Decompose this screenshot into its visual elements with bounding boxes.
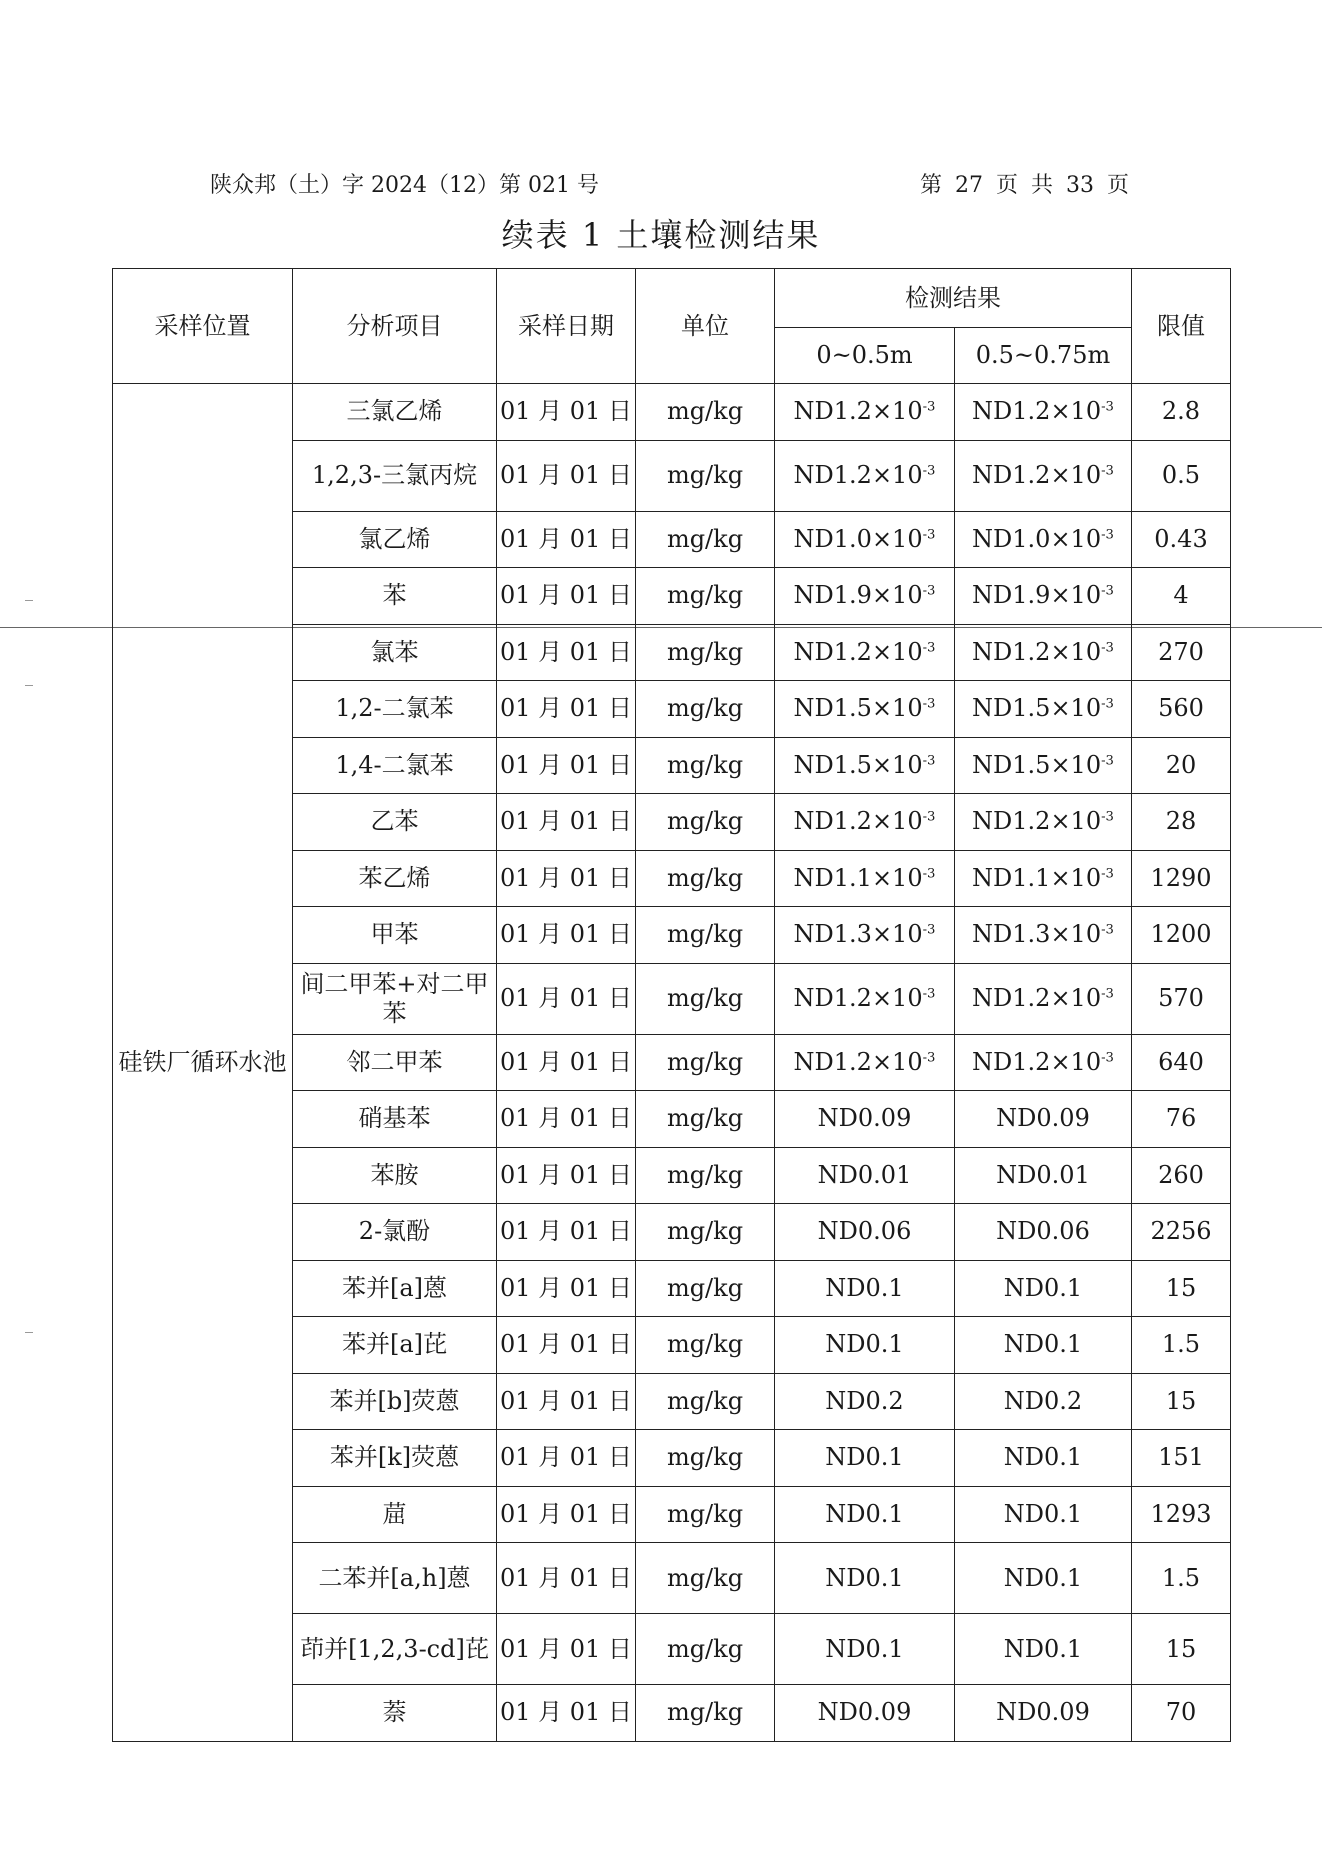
unit-cell: mg/kg (636, 1091, 775, 1148)
result-depth-1 (775, 511, 955, 568)
result-exponent: -3 (1101, 399, 1114, 415)
analysis-item: 甲苯 (293, 907, 497, 964)
unit-cell: mg/kg (636, 1373, 775, 1430)
result-exponent: -3 (1101, 866, 1114, 882)
result-depth-2 (955, 1204, 1132, 1261)
sampling-date: 01 月 01 日 (497, 1091, 636, 1148)
unit-cell: mg/kg (636, 681, 775, 738)
unit-cell: mg/kg (636, 1204, 775, 1261)
result-depth-2 (955, 681, 1132, 738)
result-value: ND1.2×10 (972, 637, 1102, 666)
sampling-date: 01 月 01 日 (497, 1430, 636, 1487)
sampling-date: 01 月 01 日 (497, 963, 636, 1034)
limit-value: 560 (1132, 681, 1231, 738)
result-value: ND0.1 (1003, 1443, 1083, 1472)
result-value: ND1.2×10 (972, 461, 1102, 490)
result-exponent: -3 (1101, 922, 1114, 938)
result-exponent: -3 (1101, 463, 1114, 479)
unit-cell: mg/kg (636, 1147, 775, 1204)
limit-value: 70 (1132, 1685, 1231, 1742)
result-depth-1 (775, 1373, 955, 1430)
analysis-item: 苯并[a]芘 (293, 1317, 497, 1374)
result-depth-2 (955, 1685, 1132, 1742)
result-exponent: -3 (1101, 986, 1114, 1002)
result-depth-1 (775, 1034, 955, 1091)
result-value: ND0.2 (1003, 1386, 1083, 1415)
result-value: ND1.9×10 (972, 581, 1102, 610)
result-value: ND1.2×10 (793, 461, 923, 490)
result-depth-1 (775, 1317, 955, 1374)
result-exponent: -3 (922, 809, 936, 825)
result-exponent: -3 (1101, 753, 1114, 769)
result-depth-1 (775, 1614, 955, 1685)
result-value: ND1.9×10 (793, 581, 923, 610)
sampling-date: 01 月 01 日 (497, 1260, 636, 1317)
result-exponent: -3 (922, 986, 936, 1002)
unit-cell: mg/kg (636, 568, 775, 625)
result-depth-1 (775, 907, 955, 964)
unit-cell: mg/kg (636, 850, 775, 907)
result-depth-2 (955, 850, 1132, 907)
unit-cell: mg/kg (636, 737, 775, 794)
result-exponent: -3 (1101, 696, 1114, 712)
unit-cell: mg/kg (636, 1614, 775, 1685)
header-depth-1: 0~0.5m (775, 328, 955, 384)
result-value: ND1.1×10 (972, 863, 1102, 892)
header-limit: 限值 (1132, 269, 1231, 384)
limit-value: 0.43 (1132, 511, 1231, 568)
unit-cell: mg/kg (636, 1317, 775, 1374)
header-row (113, 269, 1231, 328)
limit-value: 1.5 (1132, 1317, 1231, 1374)
scan-speck (25, 1332, 33, 1333)
result-depth-2 (955, 1147, 1132, 1204)
result-value: ND0.1 (825, 1563, 904, 1592)
analysis-item: 2-氯酚 (293, 1204, 497, 1261)
result-value: ND0.09 (996, 1104, 1090, 1133)
limit-value: 76 (1132, 1091, 1231, 1148)
analysis-item: 萘 (293, 1685, 497, 1742)
result-exponent: -3 (922, 922, 936, 938)
sampling-location: 硅铁厂循环水池 (113, 384, 293, 1742)
result-exponent: -3 (1101, 809, 1114, 825)
sampling-date: 01 月 01 日 (497, 794, 636, 851)
result-value: ND0.1 (1003, 1273, 1083, 1302)
analysis-item: 乙苯 (293, 794, 497, 851)
sampling-date: 01 月 01 日 (497, 384, 636, 441)
header-location: 采样位置 (113, 269, 293, 384)
limit-value: 270 (1132, 624, 1231, 681)
limit-value: 28 (1132, 794, 1231, 851)
analysis-item: 茚并[1,2,3-cd]芘 (293, 1614, 497, 1685)
unit-cell: mg/kg (636, 907, 775, 964)
header-item: 分析项目 (293, 269, 497, 384)
header-depth-2: 0.5~0.75m (955, 328, 1132, 384)
analysis-item: 1,4-二氯苯 (293, 737, 497, 794)
sampling-date: 01 月 01 日 (497, 1614, 636, 1685)
sampling-date: 01 月 01 日 (497, 511, 636, 568)
analysis-item: 硝基苯 (293, 1091, 497, 1148)
unit-cell: mg/kg (636, 440, 775, 511)
result-depth-1 (775, 1147, 955, 1204)
result-depth-1 (775, 681, 955, 738)
sampling-date: 01 月 01 日 (497, 1034, 636, 1091)
limit-value: 1290 (1132, 850, 1231, 907)
result-depth-2 (955, 440, 1132, 511)
result-depth-2 (955, 907, 1132, 964)
result-depth-1 (775, 624, 955, 681)
analysis-item: 氯乙烯 (293, 511, 497, 568)
result-value: ND1.5×10 (793, 750, 923, 779)
unit-cell: mg/kg (636, 963, 775, 1034)
result-depth-1 (775, 850, 955, 907)
unit-cell: mg/kg (636, 1685, 775, 1742)
limit-value: 20 (1132, 737, 1231, 794)
result-value: ND0.01 (996, 1160, 1090, 1189)
result-value: ND0.09 (817, 1698, 912, 1727)
result-depth-2 (955, 511, 1132, 568)
analysis-item: 1,2,3-三氯丙烷 (293, 440, 497, 511)
soil-results-table (112, 268, 1231, 1742)
result-exponent: -3 (1101, 640, 1114, 656)
result-depth-1 (775, 1486, 955, 1543)
analysis-item: 苯 (293, 568, 497, 625)
result-value: ND1.0×10 (793, 524, 923, 553)
limit-value: 15 (1132, 1614, 1231, 1685)
result-value: ND0.1 (825, 1499, 904, 1528)
sampling-date: 01 月 01 日 (497, 568, 636, 625)
result-depth-2 (955, 794, 1132, 851)
sampling-date: 01 月 01 日 (497, 1204, 636, 1261)
scan-speck (25, 600, 33, 601)
result-depth-2 (955, 384, 1132, 441)
limit-value: 2.8 (1132, 384, 1231, 441)
result-depth-2 (955, 963, 1132, 1034)
result-value: ND0.1 (1003, 1634, 1083, 1663)
result-depth-2 (955, 737, 1132, 794)
result-value: ND1.2×10 (972, 807, 1102, 836)
sampling-date: 01 月 01 日 (497, 681, 636, 738)
result-value: ND0.1 (1003, 1563, 1083, 1592)
analysis-item: 苯胺 (293, 1147, 497, 1204)
result-value: ND1.2×10 (972, 397, 1102, 426)
limit-value: 15 (1132, 1260, 1231, 1317)
unit-cell: mg/kg (636, 1260, 775, 1317)
result-depth-2 (955, 1034, 1132, 1091)
limit-value: 15 (1132, 1373, 1231, 1430)
sampling-date: 01 月 01 日 (497, 850, 636, 907)
analysis-item: 三氯乙烯 (293, 384, 497, 441)
result-value: ND1.2×10 (972, 984, 1102, 1013)
analysis-item: 1,2-二氯苯 (293, 681, 497, 738)
result-depth-1 (775, 1260, 955, 1317)
analysis-item: 苯并[k]荧蒽 (293, 1430, 497, 1487)
analysis-item: 氯苯 (293, 624, 497, 681)
sampling-date: 01 月 01 日 (497, 1317, 636, 1374)
result-value: ND1.2×10 (793, 1047, 923, 1076)
result-depth-1 (775, 1543, 955, 1614)
result-value: ND1.5×10 (793, 694, 923, 723)
limit-value: 4 (1132, 568, 1231, 625)
analysis-item: 苯乙烯 (293, 850, 497, 907)
sampling-date: 01 月 01 日 (497, 440, 636, 511)
header-unit: 单位 (636, 269, 775, 384)
limit-value: 1200 (1132, 907, 1231, 964)
sampling-date: 01 月 01 日 (497, 1685, 636, 1742)
result-exponent: -3 (922, 640, 936, 656)
analysis-item: 䓛 (293, 1486, 497, 1543)
result-depth-1 (775, 440, 955, 511)
result-depth-2 (955, 1614, 1132, 1685)
result-depth-2 (955, 1091, 1132, 1148)
scan-speck (25, 685, 33, 686)
result-depth-2 (955, 1260, 1132, 1317)
unit-cell: mg/kg (636, 1430, 775, 1487)
result-depth-1 (775, 1685, 955, 1742)
limit-value: 2256 (1132, 1204, 1231, 1261)
result-depth-2 (955, 1486, 1132, 1543)
sampling-date: 01 月 01 日 (497, 737, 636, 794)
sampling-date: 01 月 01 日 (497, 1543, 636, 1614)
table-row (113, 384, 1231, 441)
result-depth-1 (775, 1091, 955, 1148)
unit-cell: mg/kg (636, 794, 775, 851)
limit-value: 260 (1132, 1147, 1231, 1204)
limit-value: 640 (1132, 1034, 1231, 1091)
result-exponent: -3 (922, 866, 936, 882)
result-depth-1 (775, 568, 955, 625)
result-exponent: -3 (922, 753, 936, 769)
result-value: ND1.1×10 (793, 863, 923, 892)
result-value: ND1.0×10 (972, 524, 1102, 553)
limit-value: 570 (1132, 963, 1231, 1034)
result-value: ND1.2×10 (793, 984, 923, 1013)
result-depth-2 (955, 1543, 1132, 1614)
sampling-date: 01 月 01 日 (497, 624, 636, 681)
sampling-date: 01 月 01 日 (497, 907, 636, 964)
unit-cell: mg/kg (636, 1034, 775, 1091)
result-depth-1 (775, 1204, 955, 1261)
result-value: ND1.5×10 (972, 750, 1102, 779)
analysis-item: 间二甲苯+对二甲苯 (293, 963, 497, 1034)
limit-value: 151 (1132, 1430, 1231, 1487)
unit-cell: mg/kg (636, 1543, 775, 1614)
result-exponent: -3 (1101, 583, 1114, 599)
analysis-item: 苯并[a]蒽 (293, 1260, 497, 1317)
analysis-item: 苯并[b]荧蒽 (293, 1373, 497, 1430)
header-date: 采样日期 (497, 269, 636, 384)
result-depth-1 (775, 384, 955, 441)
result-depth-2 (955, 1373, 1132, 1430)
analysis-item: 邻二甲苯 (293, 1034, 497, 1091)
result-value: ND0.09 (996, 1698, 1090, 1727)
result-value: ND0.1 (825, 1330, 904, 1359)
result-depth-2 (955, 1317, 1132, 1374)
result-depth-1 (775, 794, 955, 851)
result-depth-2 (955, 1430, 1132, 1487)
result-depth-1 (775, 737, 955, 794)
table-title: 续表 1 土壤检测结果 (501, 216, 821, 254)
result-value: ND0.01 (817, 1160, 912, 1189)
result-exponent: -3 (922, 583, 936, 599)
result-value: ND0.1 (825, 1443, 904, 1472)
unit-cell: mg/kg (636, 624, 775, 681)
result-exponent: -3 (922, 527, 936, 543)
unit-cell: mg/kg (636, 511, 775, 568)
result-depth-2 (955, 568, 1132, 625)
result-depth-2 (955, 624, 1132, 681)
result-exponent: -3 (1101, 1050, 1114, 1066)
result-exponent: -3 (922, 399, 936, 415)
result-exponent: -3 (1101, 527, 1114, 543)
result-value: ND0.1 (825, 1634, 904, 1663)
result-value: ND0.1 (1003, 1330, 1083, 1359)
result-exponent: -3 (922, 1050, 936, 1066)
page-number: 第 27 页 共 33 页 (920, 173, 1129, 198)
header-results: 检测结果 (775, 269, 1132, 328)
result-value: ND1.2×10 (972, 1047, 1102, 1076)
result-value: ND0.1 (825, 1273, 904, 1302)
limit-value: 1293 (1132, 1486, 1231, 1543)
result-exponent: -3 (922, 463, 936, 479)
result-value: ND1.3×10 (972, 920, 1102, 949)
analysis-item: 二苯并[a,h]蒽 (293, 1543, 497, 1614)
result-value: ND1.5×10 (972, 694, 1102, 723)
result-value: ND0.1 (1003, 1499, 1083, 1528)
result-value: ND0.06 (817, 1217, 912, 1246)
result-value: ND1.2×10 (793, 807, 923, 836)
sampling-date: 01 月 01 日 (497, 1486, 636, 1543)
result-value: ND0.2 (825, 1386, 904, 1415)
result-value: ND1.2×10 (793, 637, 923, 666)
report-number: 陕众邦（土）字 2024（12）第 021 号 (210, 173, 599, 198)
result-depth-1 (775, 963, 955, 1034)
limit-value: 1.5 (1132, 1543, 1231, 1614)
unit-cell: mg/kg (636, 1486, 775, 1543)
result-value: ND1.3×10 (793, 920, 923, 949)
sampling-date: 01 月 01 日 (497, 1147, 636, 1204)
result-value: ND1.2×10 (793, 397, 923, 426)
result-depth-1 (775, 1430, 955, 1487)
limit-value: 0.5 (1132, 440, 1231, 511)
sampling-date: 01 月 01 日 (497, 1373, 636, 1430)
result-exponent: -3 (922, 696, 936, 712)
result-value: ND0.09 (817, 1104, 912, 1133)
result-value: ND0.06 (996, 1217, 1090, 1246)
unit-cell: mg/kg (636, 384, 775, 441)
